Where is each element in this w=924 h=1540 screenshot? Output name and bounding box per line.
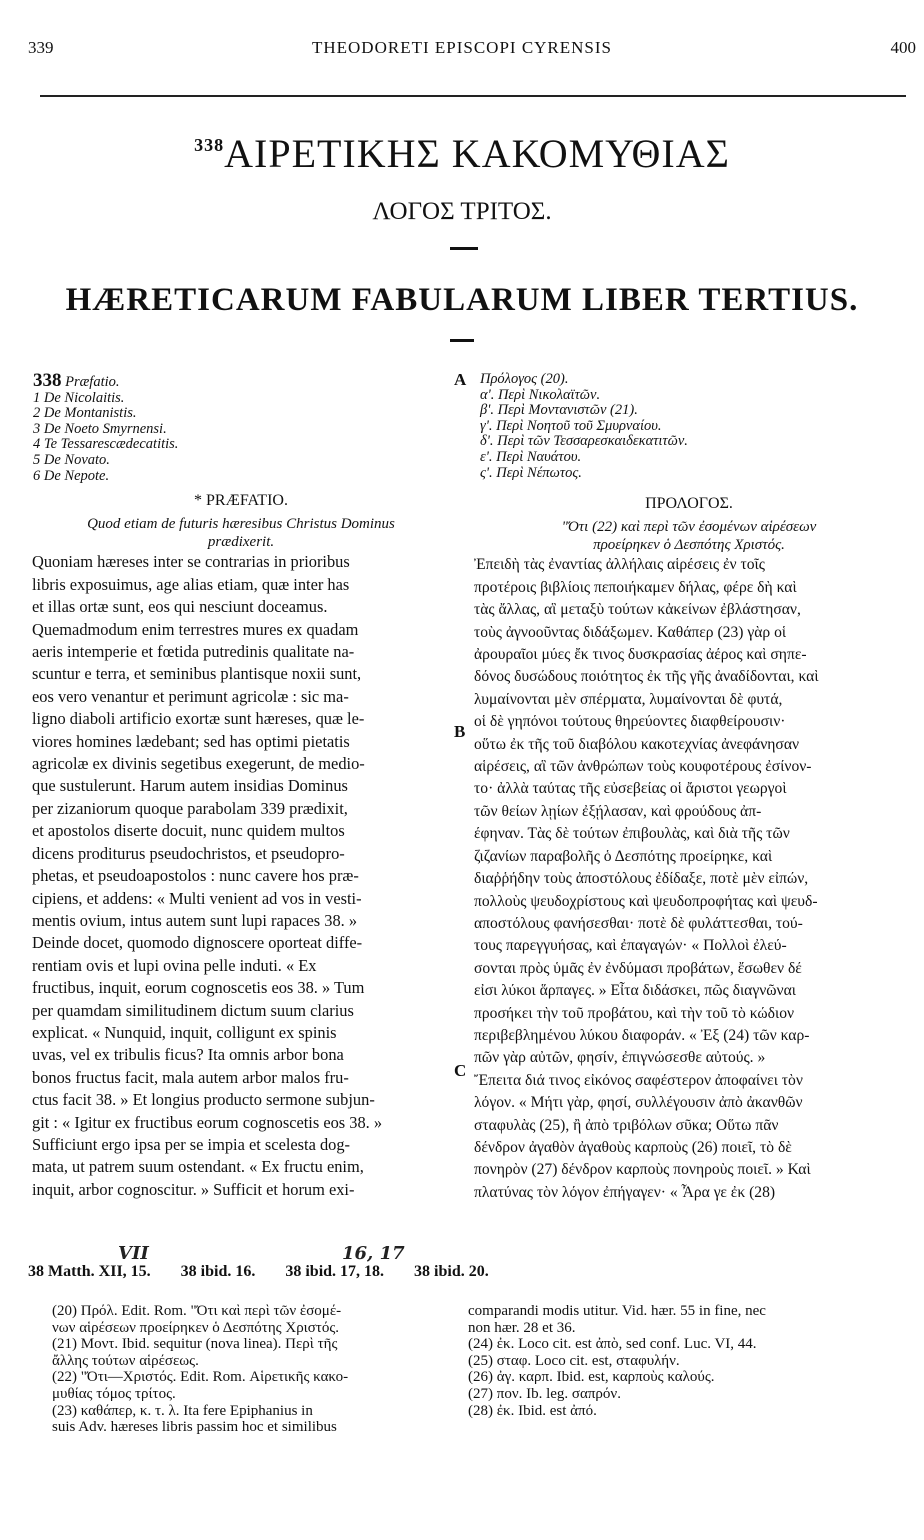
toc-item: β'. Περὶ Μοντανιστῶν (21). [480, 402, 638, 419]
text-line: git : « Igitur ex fructibus eorum cognoscetis eos 38. » [32, 1112, 383, 1132]
greek-column [474, 493, 904, 1204]
text-line: et apostolos diserte docuit, nunc quidem multos [32, 821, 345, 841]
section-subheading: prædixerit. [207, 534, 275, 551]
latin-title: HÆRETICARUM FABULARUM LIBER TERTIUS. [65, 282, 859, 318]
greek-subtitle: ΛΟΓΟΣ ΤΡΙΤΟΣ. [372, 198, 552, 225]
text-line: Deinde docet, quomodo dignoscere oporteat diffe- [32, 933, 363, 953]
toc-item: 2 De Montanistis. [33, 405, 137, 422]
text-line: Quemadmodum enim terrestres mures ex quadam [32, 619, 359, 639]
text-line: viores homines lædebant; sed has optimi pietatis [32, 731, 350, 751]
toc-item: Πρόλογος (20). [480, 371, 569, 387]
text-line: δόνος δυσώδους ποιότητος ἐκ τῆς γῆς ἀναδίδονται, καὶ [474, 668, 819, 686]
footnote-line: (21) Μοντ. Ibid. sequitur (nova linea). Περὶ τῆς [52, 1336, 338, 1353]
footnote-line: (28) ἐκ. Ibid. est ἀπό. [468, 1402, 597, 1419]
text-line: τοὺς ἀγνοοῦντας διδάξωμεν. Καθάπερ (23) γὰρ οἱ [474, 623, 787, 641]
text-line: et illas ortæ sunt, eos qui nesciunt doceamus. [32, 597, 328, 617]
footnote-line: (22) "Ότι—Χριστός. Edit. Rom. Αἱρετικῆς κακο- [52, 1369, 349, 1386]
text-line: ζιζανίων παραβολῆς ὁ Δεσπότης προείρηκε, καὶ [474, 847, 773, 865]
text-line: έφηναν. Τὰς δὲ τούτων ἐπιβουλὰς, καὶ διὰ τῆς τῶν [474, 825, 790, 843]
toc-item: ε'. Περὶ Ναυάτου. [480, 448, 582, 465]
header-rule [40, 95, 906, 97]
toc-greek [480, 372, 900, 481]
footnotes-left [52, 1303, 452, 1436]
text-line: σταφυλὰς (25), ἢ ἀπὸ τριβόλων σῦκα; Οὕτω πᾶν [474, 1116, 779, 1134]
footnote-line: νων αἱρέσεων προείρηκεν ὁ Δεσπότης Χριστός. [52, 1319, 340, 1336]
text-line: σονται πρὸς ὑμᾶς ἐν ἐνδύμασι προβάτων, ἔσωθεν δέ [474, 959, 802, 977]
toc-item: γ'. Περὶ Νοητοῦ τοῦ Σμυρναίου. [480, 417, 662, 434]
text-line: Quoniam hæreses inter se contrarias in prioribus [32, 552, 350, 572]
latin-text [32, 551, 450, 1201]
footnote-line: comparandi modis utitur. Vid. hær. 55 in fine, nec [468, 1303, 766, 1319]
text-line: περιβεβλημένου λύκου διαφοράν. « Ἐξ (24) τῶν καρ- [474, 1026, 810, 1044]
text-line: eos vero venantur et perimunt agricolæ : sic ma- [32, 686, 349, 706]
text-line: explicat. « Nunquid, inquit, colligunt ex spinis [32, 1022, 337, 1042]
text-line: προτέροις βιβλίοις πεποιήκαμεν δήλας, φέρε δὴ καὶ [474, 578, 797, 596]
text-line: per quamdam similitudinem dictum suum clarius [32, 1000, 354, 1020]
scripture-references [28, 1263, 515, 1281]
footnote-line: ἄλλης τούτων αἱρέσεως. [52, 1352, 199, 1369]
handwritten-note: VII [118, 1243, 149, 1264]
text-line: que sustulerunt. Harum autem insidias Dominus [32, 776, 348, 796]
text-line: ἀρουραῖοι μύες ἔκ τινος δυσκρασίας ἀέρος καὶ σηπε- [474, 646, 807, 664]
reference: 38 ibid. 17, 18. [285, 1263, 385, 1280]
toc-latin-first [33, 370, 433, 391]
reference: 38 ibid. 20. [414, 1263, 489, 1280]
toc-item: 3 De Noeto Smyrnensi. [33, 420, 167, 437]
footnote-line: suis Adv. hæreses libris passim hoc et similibus [52, 1419, 337, 1436]
text-line: τῶν θείων λῃίων ἐξῄλασαν, καὶ φρούδους ἀπ- [474, 802, 762, 820]
text-line: τους παρεγγυήσας, καὶ ἐπαγαγών· « Πολλοὶ ἐλεύ- [474, 937, 787, 955]
footnote-line: (20) Πρόλ. Edit. Rom. "Ότι καὶ περὶ τῶν ἐσομέ- [52, 1303, 342, 1319]
text-line: mata, ut patrem suum ostendant. « Ex fructu enim, [32, 1157, 364, 1177]
reference: 38 Matth. XII, 15. [28, 1263, 151, 1280]
text-line: ligno diaboli artificio exortæ sunt hæreses, quæ le- [32, 709, 365, 729]
greek-text [474, 554, 904, 1204]
handwritten-note: 16, 17 [342, 1243, 405, 1264]
text-line: cipiens, et addens: « Multi venient ad vos in vesti- [32, 888, 362, 908]
text-line: αποστόλους φανήσεσθαι· ποτὲ δὲ φυλάττεσθαι, τού- [474, 914, 803, 932]
footnote-line: (27) πον. Ib. leg. σαπρόν. [468, 1385, 621, 1402]
toc-item: α'. Περὶ Νικολαϊτῶν. [480, 386, 601, 403]
text-line: Ἐπειδὴ τὰς ἐναντίας ἀλλήλαις αἱρέσεις ἐν τοῖς [474, 556, 765, 574]
text-line: inquit, arbor cognoscitur. » Sufficit et horum exi- [32, 1179, 355, 1199]
text-line: fructibus, inquit, eorum cognoscetis eos 38. » Tum [32, 978, 365, 998]
greek-title [0, 130, 924, 177]
toc-item: 1 De Nicolaitis. [33, 389, 125, 406]
text-line: εἰσι λύκοι ἅρπαγες. » Εἶτα διδάσκει, πῶς διαγνῶναι [474, 982, 796, 1000]
text-line: αἱρέσεις, αἳ τῶν ἀνθρώπων τοὺς κουφοτέρους ἐσίνον- [474, 758, 812, 776]
section-heading: * PRÆFATIO. [194, 492, 288, 509]
text-line: bonos fructus facit, mala autem arbor malos fru- [32, 1067, 349, 1087]
footnote-line: (24) ἐκ. Loco cit. est ἀπὸ, sed conf. Luc. VI, 44. [468, 1336, 757, 1353]
text-line: phetas, et pseudoapostolos : nunc cavere hos præ- [32, 866, 359, 886]
greek-title-text: ΑΙΡΕΤΙΚΗΣ ΚΑΚΟΜΥΘΙΑΣ [224, 131, 730, 176]
text-line: λυμαίνονται μὲν σπέρματα, λυμαίνονται δὲ φυτά, [474, 690, 783, 708]
toc-latin [33, 370, 433, 484]
text-line: δένδρον ἀγαθὸν ἀγαθοὺς καρποὺς (26) ποιεῖ, τὸ δὲ [474, 1138, 792, 1156]
latin-column [32, 490, 450, 1201]
title-dash-2 [450, 339, 474, 342]
text-line: uvas, vel ex tribulis ficus? Ita omnis arbor bona [32, 1045, 344, 1065]
footnotes-right [468, 1303, 908, 1419]
text-line: mentis ovium, intus autem sunt lupi rapaces 38. » [32, 910, 358, 930]
text-line: per zizaniorum quoque parabolam 339 prædixit, [32, 798, 348, 818]
column-number: 338 [33, 370, 62, 391]
text-line: προσήκει τὴν τοῦ προβάτου, καὶ τὴν τοῦ τὸ κώδιον [474, 1004, 795, 1022]
margin-letter-c: C [454, 1061, 467, 1080]
page-number-left: 339 [28, 38, 54, 57]
section-subheading: "Ότι (22) καὶ περὶ τῶν ἐσομένων αἱρέσεων [561, 519, 817, 536]
footnote-line: (25) σταφ. Loco cit. est, σταφυλήν. [468, 1352, 680, 1369]
section-heading: ΠΡΟΛΟΓΟΣ. [645, 495, 733, 512]
text-line: πονηρὸν (27) δένδρον καρποὺς πονηροὺς ποιεῖ. » Καὶ [474, 1161, 811, 1179]
footnote-line: non hær. 28 et 36. [468, 1319, 576, 1336]
section-subheading: Quod etiam de futuris hæresibus Christus Dominus [87, 516, 395, 533]
reference: 38 ibid. 16. [180, 1263, 256, 1280]
text-line: libris exposuimus, age alias etiam, quæ inter has [32, 574, 350, 594]
text-line: πῶν γὰρ αὐτῶν, φησίν, ἐπιγνώσεσθε αὐτούς. » [474, 1049, 766, 1067]
section-subheading: προείρηκεν ὁ Δεσπότης Χριστός. [593, 537, 785, 554]
text-line: ctus facit 38. » Et longius producto sermone subjun- [32, 1090, 375, 1110]
toc-item: δ'. Περὶ τῶν Τεσσαρεσκαιδεκατιτῶν. [480, 433, 688, 450]
text-line: aeris intemperie et fœtida putredinis qualitate na- [32, 642, 355, 662]
page-number-right: 400 [890, 38, 916, 57]
margin-letter-a: A [454, 370, 467, 389]
column-number: 338 [194, 135, 225, 155]
text-line: πλατύνας τὸν λόγον ἐπήγαγεν· « Ἆρα γε ἐκ (28) [474, 1183, 776, 1201]
text-line: Ἔπειτα διά τινος εἰκόνος σαφέστερον ἀποφαίνει τὸν [474, 1071, 803, 1089]
text-line: το· ἀλλὰ ταύτας τῆς εὐσεβείας οἱ ἄριστοι γεωργοὶ [474, 780, 787, 798]
footnote-line: μυθίας τόμος τρίτος. [52, 1385, 176, 1402]
running-head [0, 38, 924, 60]
footnote-line: (26) ἀγ. καρπ. Ibid. est, καρποὺς καλούς. [468, 1369, 715, 1386]
text-line: dicens proditurus pseudochristos, et pseudopro- [32, 843, 345, 863]
toc-item: ς'. Περὶ Νέπωτος. [480, 464, 582, 481]
margin-letter-b: B [454, 722, 466, 741]
text-line: Sufficiunt ergo ipsa per se impia et scelesta dog- [32, 1134, 351, 1154]
toc-item: 6 De Nepote. [33, 467, 110, 484]
toc-item: Præfatio. [65, 374, 120, 390]
text-line: λόγον. « Μήτι γὰρ, φησί, συλλέγουσιν ἀπὸ ἀκανθῶν [474, 1094, 803, 1112]
toc-item: 4 Te Tessarescædecatitis. [33, 436, 179, 453]
text-line: πολλοὺς ψευδοχρίστους καὶ ψευδοπροφήτας καὶ ψευδ- [474, 892, 818, 910]
toc-item: 5 De Novato. [33, 451, 110, 468]
text-line: διαῤῥήδην τοὺς ἀποστόλους ἐδίδαξε, ποτὲ μὲν εἰπών, [474, 870, 809, 888]
text-line: rentiam ovis et lupi ovina pelle induti. « Ex [32, 955, 317, 975]
running-title: THEODORETI EPISCOPI CYRENSIS [311, 38, 613, 57]
text-line: τὰς ἄλλας, αἳ μεταξὺ τούτων κἀκείνων ἐβλάστησαν, [474, 601, 801, 619]
footnote-line: (23) καθάπερ, κ. τ. λ. Ita fere Epiphanius in [52, 1402, 313, 1419]
text-line: οἱ δὲ γηπόνοι τούτους θηρεύοντες διαφθείρουσιν· [474, 713, 786, 731]
text-line: οὕτω ἐκ τῆς τοῦ διαβόλου κακοτεχνίας ἀνεφάνησαν [474, 735, 800, 753]
text-line: agricolæ ex divinis segetibus exegerunt, de medio- [32, 754, 365, 774]
title-dash [450, 247, 478, 250]
text-line: scuntur e terra, et seminibus plantisque noxii sunt, [32, 664, 362, 684]
